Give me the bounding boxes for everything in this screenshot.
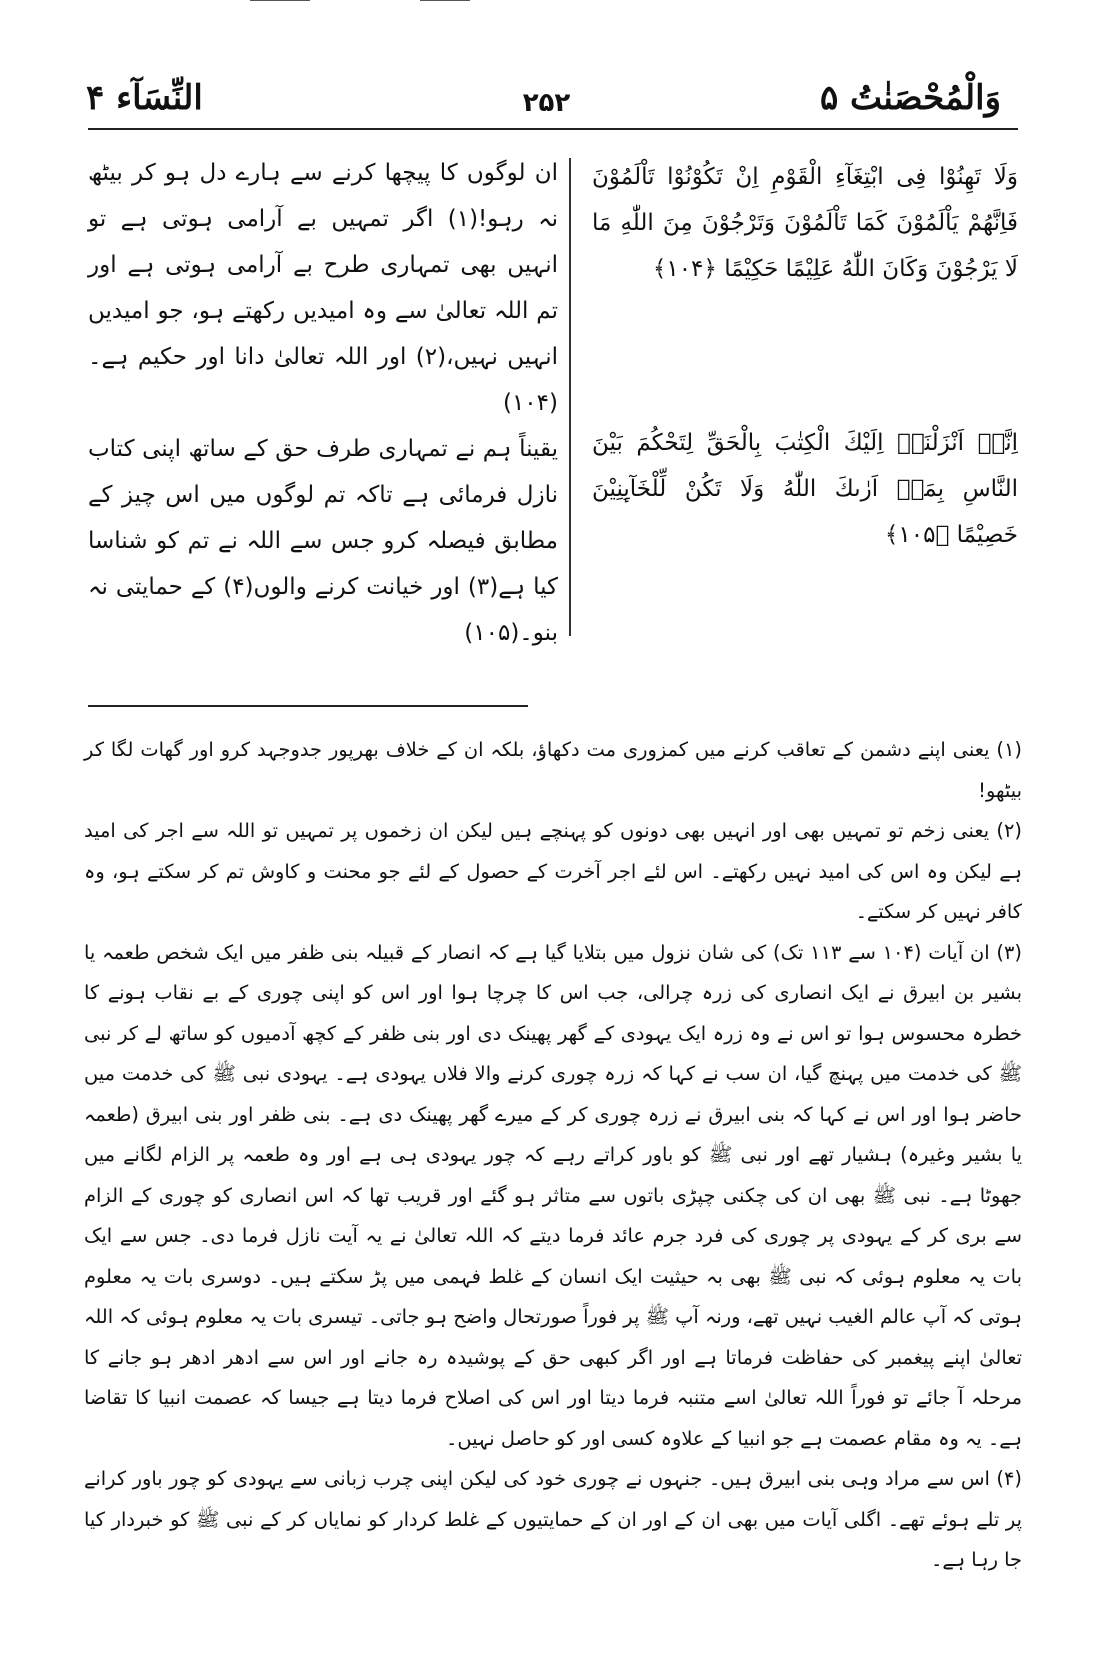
footnote-rule	[88, 705, 528, 707]
page-number: ۲۵۲	[522, 88, 571, 118]
footnotes	[84, 730, 1022, 1581]
column-divider	[569, 158, 571, 636]
scan-edge-mark	[420, 0, 470, 1]
footnote-1: (۱) یعنی اپنے دشمن کے تعاقب کرنے میں کمزوری مت دکھاؤ، بلکہ ان کے خلاف بھرپور جدوجہد کرو اور گھات لگا کر بیٹھو!	[84, 738, 1022, 802]
footnote-4: (۴) اس سے مراد وہی بنی ابیرق ہیں۔ جنہوں نے چوری خود کی لیکن اپنی چرب زبانی سے یہودی کو چور باور کرانے پر تلے ہوئے تھے۔ اگلی آیات میں بھی ان کے اور ان کے حمایتیوں کے غلط کردار کو نمایاں کر کے نبی ﷺ کو خبردار کیا جا رہا ہے۔	[84, 1467, 1022, 1571]
surah-title: النِّسَآء ۴	[86, 78, 203, 118]
footnote-2: (۲) یعنی زخم تو تمہیں بھی اور انہیں بھی دونوں کو پہنچے ہیں لیکن ان زخموں پر تمہیں تو اللہ سے اجر کی امید ہے لیکن وہ اس کی امید نہیں رکھتے۔ اس لئے اجر آخرت کے حصول کے لئے جو محنت و کاوش تم کر سکتے ہو، وہ کافر نہیں کر سکتے۔	[84, 819, 1022, 923]
translation-verse-104: ان لوگوں کا پیچھا کرنے سے ہارے دل ہو کر بیٹھ نہ رہو!(۱) اگر تمہیں بے آرامی ہوتی ہے تو انہیں بھی تمہاری طرح بے آرامی ہوتی ہے اور تم اللہ تعالیٰ سے وہ امیدیں رکھتے ہو، جو امیدیں انہیں نہیں،(۲) اور اللہ تعالیٰ دانا اور حکیم ہے۔(۱۰۴)	[88, 160, 558, 416]
scan-edge-mark	[250, 0, 310, 1]
translation-verse-105: یقیناً ہم نے تمہاری طرف حق کے ساتھ اپنی کتاب نازل فرمائی ہے تاکہ تم لوگوں میں اس چیز کے مطابق فیصلہ کرو جس سے اللہ نے تم کو شناسا کیا ہے(۳) اور خیانت کرنے والوں(۴) کے حمایتی نہ بنو۔(۱۰۵)	[88, 436, 558, 646]
footnote-3: (۳) ان آیات (۱۰۴ سے ۱۱۳ تک) کی شان نزول میں بتلایا گیا ہے کہ انصار کے قبیلہ بنی ظفر میں ایک شخص طعمہ یا بشیر بن ابیرق نے ایک انصاری کی زرہ چرالی، جب اس کا چرچا ہوا اور اس کو اپنی چوری کے بے نقاب ہونے کا خطرہ محسوس ہوا تو اس نے وہ زرہ ایک یہودی کے گھر پھینک دی اور بنی ظفر کے کچھ آدمیوں کو ساتھ لے کر نبی ﷺ کی خدمت میں پہنچ گیا، ان سب نے کہا کہ زرہ چوری کرنے والا فلاں یہودی ہے۔ یہودی نبی ﷺ کی خدمت میں حاضر ہوا اور اس نے کہا کہ بنی ابیرق نے زرہ چوری کر کے میرے گھر پھینک دی ہے۔ بنی ظفر اور بنی ابیرق (طعمہ یا بشیر وغیرہ) ہشیار تھے اور نبی ﷺ کو باور کراتے رہے کہ چور یہودی ہی ہے اور وہ طعمہ پر الزام لگانے میں جھوٹا ہے۔ نبی ﷺ بھی ان کی چکنی چپڑی باتوں سے متاثر ہو گئے اور قریب تھا کہ اس انصاری کو چوری کے الزام سے بری کر کے یہودی پر چوری کی فرد جرم عائد فرما دیتے کہ اللہ تعالیٰ نے یہ آیت نازل فرما دی۔ جس سے ایک بات یہ معلوم ہوئی کہ نبی ﷺ بھی بہ حیثیت ایک انسان کے غلط فہمی میں پڑ سکتے ہیں۔ دوسری بات یہ معلوم ہوتی کہ آپ عالم الغیب نہیں تھے، ورنہ آپ ﷺ پر فوراً صورتحال واضح ہو جاتی۔ تیسری بات یہ معلوم ہوئی کہ اللہ تعالیٰ اپنے پیغمبر کی حفاظت فرماتا ہے اور اگر کبھی حق کے پوشیدہ رہ جانے اور اس سے ادھر ادھر ہو جانے کا مرحلہ آ جائے تو فوراً اللہ تعالیٰ اسے متنبہ فرما دیتا اور اس کی اصلاح فرما دیتا ہے جیسا کہ عصمت انبیا کا تقاضا ہے۔ یہ وہ مقام عصمت ہے جو انبیا کے علاوہ کسی اور کو حاصل نہیں۔	[84, 940, 1022, 1450]
arabic-verse-105: اِنَّاۤ اَنْزَلْنَاۤ اِلَیْكَ الْكِتٰبَ بِالْحَقِّ لِتَحْكُمَ بَیْنَ النَّاسِ بِمَاۤ اَرٰىكَ اللّٰهُ وَلَا تَكُنْ لِّلْخَآىِٕنِیْنَ خَصِیْمًا ﴿۱۰۵﴾	[592, 430, 1018, 548]
arabic-verse-104: وَلَا تَهِنُوْا فِی ابْتِغَآءِ الْقَوْمِ اِنْ تَكُوْنُوْا تَاْلَمُوْنَ فَاِنَّهُمْ یَاْلَمُوْنَ كَمَا تَاْلَمُوْنَ وَتَرْجُوْنَ مِنَ اللّٰهِ مَا لَا یَرْجُوْنَ وَكَانَ اللّٰهُ عَلِیْمًا حَكِیْمًا ﴿۱۰۴﴾	[592, 164, 1018, 282]
juz-title: وَالْمُحْصَنٰتُ ۵	[819, 78, 1001, 118]
header-rule	[88, 128, 1018, 130]
urdu-translation	[88, 150, 558, 656]
